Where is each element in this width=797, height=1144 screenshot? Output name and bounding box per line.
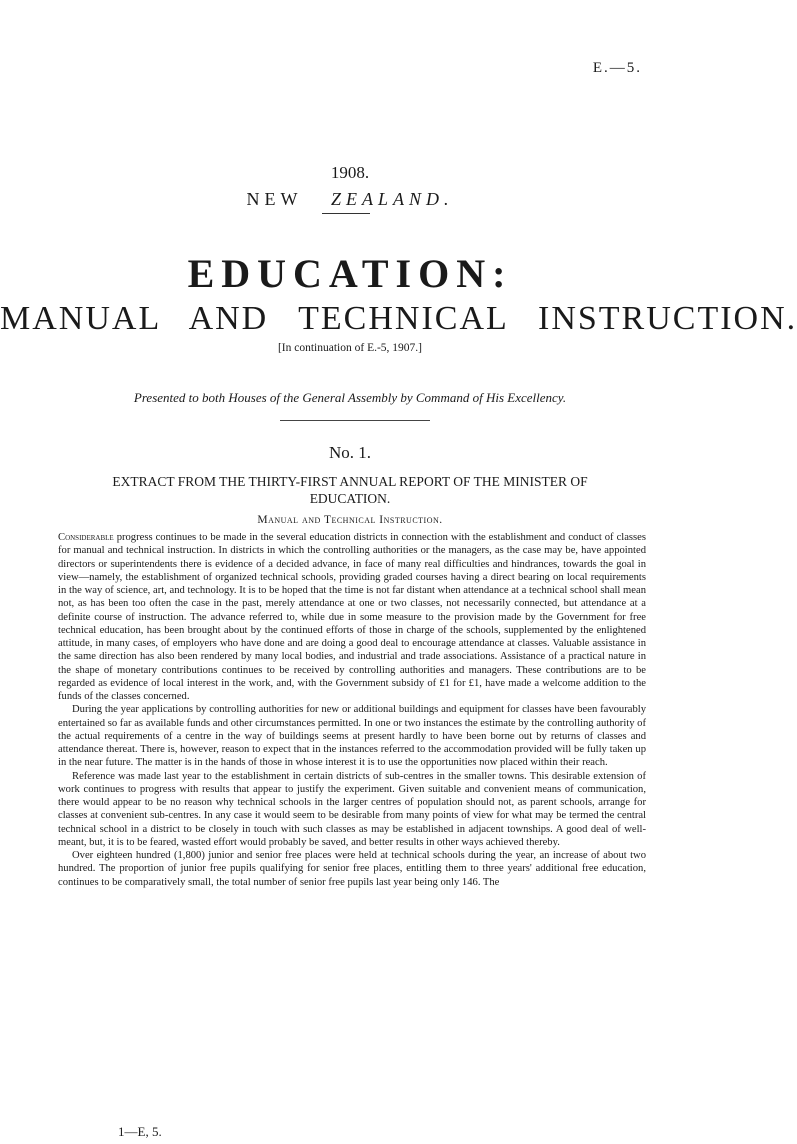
country-heading [0,189,700,210]
paragraph-lead-word: Considerable [58,532,114,543]
title-divider [322,213,370,214]
continuation-note: [In continuation of E.-5, 1907.] [277,342,423,354]
country-word-new: NEW [246,189,303,209]
page-signature: 1—E, 5. [118,1124,162,1139]
section-divider [280,420,430,421]
publication-year: 1908. [330,163,370,182]
paragraph-text: progress continues to be made in the several education districts in connection with the establishment and conduct of classes for manual and technical instruction. In districts in which the controlling authorities or the managers, as the case may be, have appointed directors or superintendents there is evidence of a decided advance, in face of many real difficulties and hindrances, towards the goal in view—namely, the establishment of organized technical schools, providing graded courses having a direct bearing on local requirements in the way of science, art, and technology. It is to be hoped that the time is not far distant when attendance at a technical school shall mean not, as has been too often the case in the past, merely attendance at one or two classes, not necessarily connected, but attendance at a definite course of instruction. The advance referred to, while due in some measure to the provision made by the Government for free technical education, has been brought about by the continued efforts of those in charge of the schools, supplemented by the enlightened attitude, in many cases, of employers who have done and are doing a good deal to encourage attendance at classes. Valuable assistance in the same direction has also been rendered by many local bodies, and industrial and trade associations. Assistance of a practical nature in the shape of monetary contributions continues to be received by controlling authorities and managers. These contributions are to be regarded as evidence of local interest in the work, and, with the Government subsidy of £1 for £1, have made a welcome addition to the funds of the classes concerned. [58,532,646,702]
extract-heading: EXTRACT FROM THE THIRTY-FIRST ANNUAL REPORT OF THE MINISTER OF EDUCATION. [112,474,588,506]
paragraph: Over eighteen hundred (1,800) junior and senior free places were held at technical schools during the year, an increase of about two hundred. The proportion of junior free pupils qualifying for senior free places, entitling them to three years' additional free education, continues to be comparatively small, the total number of senior free pupils last year being only 146. The [58,850,646,888]
paragraph: During the year applications by controlling authorities for new or additional buildings and equipment for classes have been favourably entertained so far as available funds and other circumstances permitted. In one or two instances the estimate by the controlling authority of the actual requirements of a centre in the way of buildings seems at present hardly to have been borne out by returns of classes and attendance thereat. There is, however, reason to expect that in the instances referred to the accommodation provided will be fully taken up in the near future. The matter is in the hands of those in whose interest it is to use the opportunities now placed within their reach. [58,704,646,769]
report-number: No. 1. [328,443,372,462]
presentation-note: Presented to both Houses of the General Assembly by Command of His Excellency. [133,390,567,405]
section-heading: Manual and Technical Instruction. [257,514,443,526]
country-word-zealand: ZEALAND. [330,189,454,209]
main-title: EDUCATION: [187,251,513,296]
subtitle: MANUAL AND TECHNICAL INSTRUCTION. [0,300,797,337]
paragraph: Reference was made last year to the establishment in certain districts of sub-centres in the smaller towns. This desirable extension of work continues to progress with results that appear to justify the experiment. Given suitable and convenient means of communication, there would appear to be no reason why technical schools in the larger centres of population should not, as parent schools, arrange for classes at convenient sub-centres. In any case it would seem to be desirable from many points of view for what may be termed the central technical school in a district to be closely in touch with such classes as may be established in adjacent townships. A good deal of well-meant, but, it is to be feared, wasted effort would probably be saved, and better results in other ways achieved thereby. [58,770,646,848]
paragraph [58,531,646,703]
report-body [58,531,646,889]
document-reference: E.—5. [592,60,642,76]
